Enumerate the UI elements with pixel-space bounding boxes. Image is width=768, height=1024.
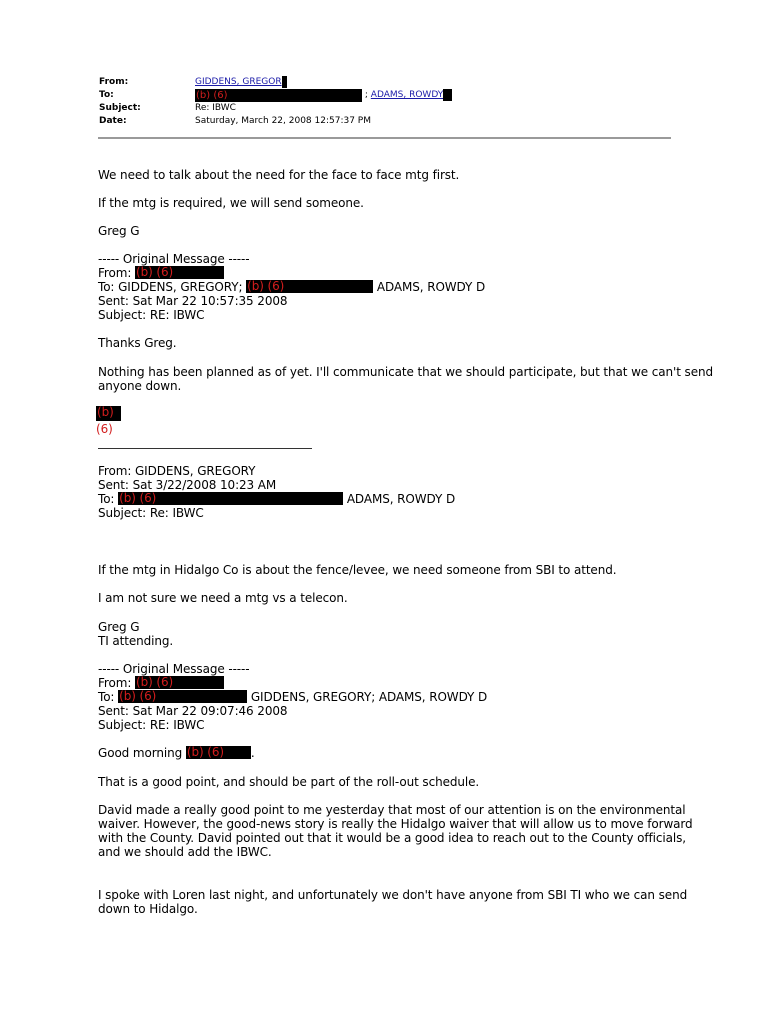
redaction-block [443, 89, 452, 101]
redaction-block: (b) (6) [246, 280, 373, 293]
redaction-block: (b) (6) [118, 492, 343, 505]
body-line: waiver. However, the good-news story is really the Hidalgo waiver that will allow us to move forward [98, 817, 693, 831]
body-line: If the mtg is required, we will send someone. [98, 196, 364, 210]
redaction-block: (b) [96, 406, 121, 421]
to-link[interactable]: ADAMS, ROWDY [370, 90, 444, 100]
body-line: down to Hidalgo. [98, 902, 198, 916]
original-message-marker: ----- Original Message ----- [98, 252, 250, 266]
body-line: David made a really good point to me yesterday that most of our attention is on the environmental [98, 803, 686, 817]
quoted-to: To: (b) (6) ADAMS, ROWDY D [98, 491, 456, 506]
body-line: with the County. David pointed out that it would be a good idea to reach out to the County officials, [98, 831, 686, 845]
redaction-block: (b) (6) [195, 89, 362, 102]
message-separator [98, 448, 312, 449]
quoted-to: To: (b) (6) GIDDENS, GREGORY; ADAMS, ROWDY D [98, 689, 488, 704]
to-separator: ; [364, 90, 368, 100]
quoted-from: From: (b) (6) [98, 676, 224, 690]
body-line: and we should add the IBWC. [98, 845, 272, 859]
body-line: TI attending. [98, 634, 174, 648]
subject-label: Subject: [99, 103, 141, 113]
redaction-block: (b) (6) [186, 746, 251, 759]
quoted-sent: Sent: Sat Mar 22 09:07:46 2008 [98, 704, 288, 718]
body-line: If the mtg in Hidalgo Co is about the fence/levee, we need someone from SBI to attend. [98, 563, 617, 577]
quoted-sent: Sent: Sat 3/22/2008 10:23 AM [98, 478, 277, 492]
body-line: anyone down. [98, 379, 182, 393]
quoted-subject: Subject: Re: IBWC [98, 506, 204, 520]
body-line: I spoke with Loren last night, and unfortunately we don't have anyone from SBI TI who we can send [98, 888, 688, 902]
quoted-subject: Subject: RE: IBWC [98, 718, 205, 732]
redacted-signature [96, 406, 121, 421]
quoted-from: From: GIDDENS, GREGORY [98, 464, 256, 478]
date-value: Saturday, March 22, 2008 12:57:37 PM [195, 116, 371, 126]
quoted-sent: Sent: Sat Mar 22 10:57:35 2008 [98, 294, 288, 308]
quoted-subject: Subject: RE: IBWC [98, 308, 205, 322]
signature: Greg G [98, 224, 140, 238]
header-divider [98, 137, 671, 139]
redaction-block: (b) (6) [118, 690, 247, 703]
body-line: Nothing has been planned as of yet. I'll communicate that we should participate, but that we can't send [98, 365, 714, 379]
signature: Greg G [98, 620, 140, 634]
greeting: Good morning (b) (6) . [98, 745, 255, 760]
from-link[interactable]: GIDDENS, GREGOR [195, 77, 282, 87]
date-label: Date: [99, 116, 127, 126]
body-line: We need to talk about the need for the face to face mtg first. [98, 168, 460, 182]
redaction-code: (6) [96, 422, 113, 436]
redaction-block: (b) (6) [135, 266, 224, 279]
quoted-from: From: (b) (6) [98, 266, 224, 280]
original-message-marker: ----- Original Message ----- [98, 662, 250, 676]
redaction-block [282, 76, 287, 88]
from-label: From: [99, 77, 129, 87]
redaction-block: (b) (6) [135, 676, 224, 689]
quoted-to: To: GIDDENS, GREGORY; (b) (6) ADAMS, ROWDY D [98, 279, 486, 294]
body-line: Thanks Greg. [98, 336, 177, 350]
body-line: That is a good point, and should be part of the roll-out schedule. [98, 775, 480, 789]
body-line: I am not sure we need a mtg vs a telecon. [98, 591, 348, 605]
subject-value: Re: IBWC [195, 103, 236, 113]
to-label: To: [99, 90, 114, 100]
